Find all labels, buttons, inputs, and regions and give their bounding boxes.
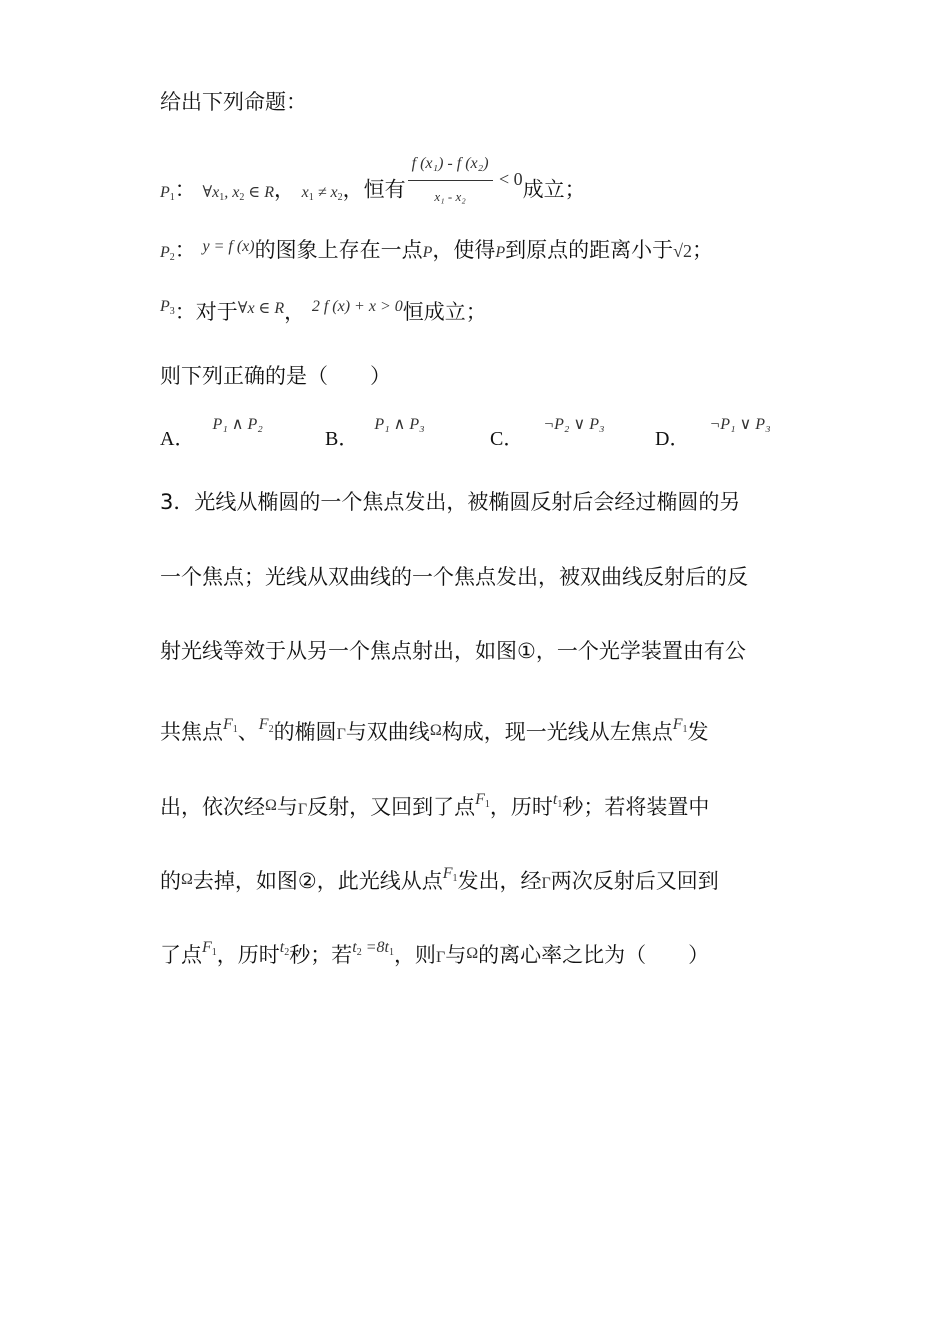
fraction: $\frac{\text{f (x₁) - f (x₂)}}{\text{x₁ - x₂}}$ [408, 150, 493, 211]
q3-line-5: 出，依次经Ω与Γ反射，又回到了点$^{F_1}$，历时$^{t_1}$秒；若将装置中 [160, 791, 710, 819]
q3-line-3: 射光线等效于从另一个焦点射出，如图①，一个光学装置由有公 [160, 639, 746, 663]
option-a[interactable]: A．$^{P_1 \wedge P_2}$ [160, 416, 263, 450]
q3-line-2: 一个焦点；光线从双曲线的一个焦点发出，被双曲线反射后的反 [160, 565, 748, 589]
proposition-p3: $^{P_3}$：对于$^{\forall x \in R}$， $^{2 f (x) + x > 0}$恒成立； [160, 298, 487, 324]
q3-line-1: 3．光线从椭圆的一个焦点发出，被椭圆反射后会经过椭圆的另 [160, 490, 741, 514]
q3-line-4: 共焦点$^{F_1}$、$^{F_2}$的椭圆Γ与双曲线$^\Omega$构成，现一光线从左焦点$^{F_1}$发 [160, 716, 709, 744]
option-c[interactable]: C．$^{\neg P_2 \vee P_3}$ [490, 416, 605, 450]
option-b[interactable]: B．$^{P_1 \wedge P_3}$ [325, 416, 425, 450]
question-text: 则下列正确的是（ ） [160, 364, 391, 388]
option-d[interactable]: D．$^{\neg P_1 \vee P_3}$ [655, 416, 771, 450]
proposition-p1: $P_1$： $\forall x_1$, $x_2$ ∈ R， $x_1 \ne x_2$，恒有 $\frac{\text{f (x₁) - f (x₂)}}{\text{x₁ - x₂}}$ < 0成立； [160, 160, 586, 221]
q3-line-6: 的Ω去掉，如图②，此光线从点$^{F_1}$发出，经Γ两次反射后又回到 [160, 865, 719, 893]
q3-line-7: 了点$^{F_1}$，历时$^{t_2}$秒；若$^{t_2 =8t_1}$，则Γ与Ω的离心率之比为（ ） [160, 939, 710, 967]
intro-text: 给出下列命题： [160, 90, 307, 114]
proposition-p2: $P_2$： $^{y = f (x)}$的图象上存在一点P，使得P到原点的距离小于√2； [160, 238, 714, 263]
